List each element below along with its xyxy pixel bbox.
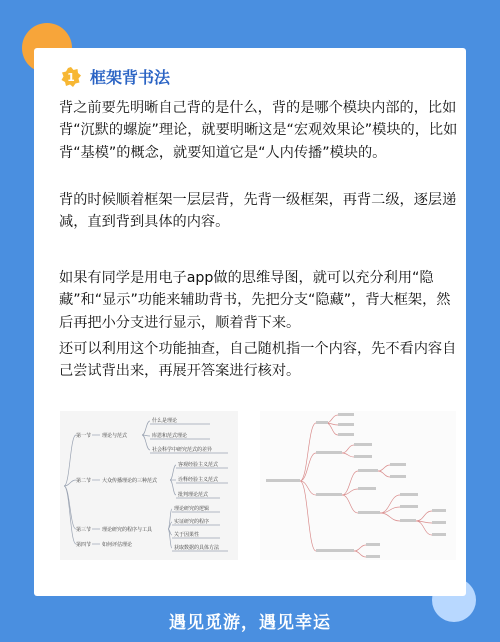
mind-map-leaf: 批判理论范式 [178, 492, 209, 498]
footer-slogan: 遇见觅游，遇见幸运 [169, 613, 331, 633]
mind-map-leaf: 实证研究的程序 [174, 519, 210, 525]
mind-map-leaf: 库恩和范式理论 [152, 433, 188, 439]
mind-map-leaf: 理论研究的逻辑 [174, 506, 210, 512]
paragraph-4: 还可以利用这个功能抽查，自己随机指一个内容，先不看内容自己尝试背出来，再展开答案进行核对。 [59, 341, 457, 380]
mind-map-topic-3: 理论研究的程序与工具 [102, 527, 153, 533]
section-heading: 框架背书法 [90, 68, 171, 87]
mind-map-leaf: 客观经验主义范式 [178, 462, 219, 468]
paragraph-1: 背之前要先明晰自己背的是什么，背的是哪个模块内部的，比如背“沉默的螺旋”理论，就要明晰这是“宏观效果论”模块的，比如背“基模”的概念，就要知道它是“人内传播”模块的。 [59, 100, 458, 161]
mind-map-section-1: 第一节 [76, 433, 92, 439]
content-card [34, 48, 466, 596]
paragraph-3: 如果有同学是用电子app做的思维导图，就可以充分利用“隐藏”和“显示”功能来辅助背书，先把分支“隐藏”，背大框架，然后再把小分支进行显示，顺着背下来。 [59, 270, 451, 331]
mind-map-section-3: 第三节 [76, 527, 92, 533]
mind-map-topic-2: 大众传播理论的三种范式 [102, 478, 158, 484]
mind-map-section-2: 第二节 [76, 478, 92, 484]
mind-map-leaf: 社会科学中研究范式的差异 [152, 447, 213, 453]
mind-map-topic-4: 如何评估理论 [102, 542, 133, 548]
mind-map-section-4: 第四节 [76, 542, 92, 548]
paragraph-2: 背的时候顺着框架一层层背，先背一级框架，再背二级，逐层递减，直到背到具体的内容。 [59, 192, 457, 231]
mind-map-leaf: 获取数据的具体方法 [174, 545, 220, 551]
mind-map-leaf: 诠释经验主义范式 [178, 477, 219, 483]
section-number: 1 [67, 71, 75, 84]
mind-map-image-left [60, 411, 238, 560]
mind-map-leaf: 关于因果性 [174, 532, 200, 538]
mind-map-image-right [260, 411, 456, 560]
mind-map-topic-1: 理论与范式 [102, 433, 128, 439]
number-badge-icon [60, 66, 82, 88]
mind-map-leaf: 什么是理论 [152, 418, 178, 424]
